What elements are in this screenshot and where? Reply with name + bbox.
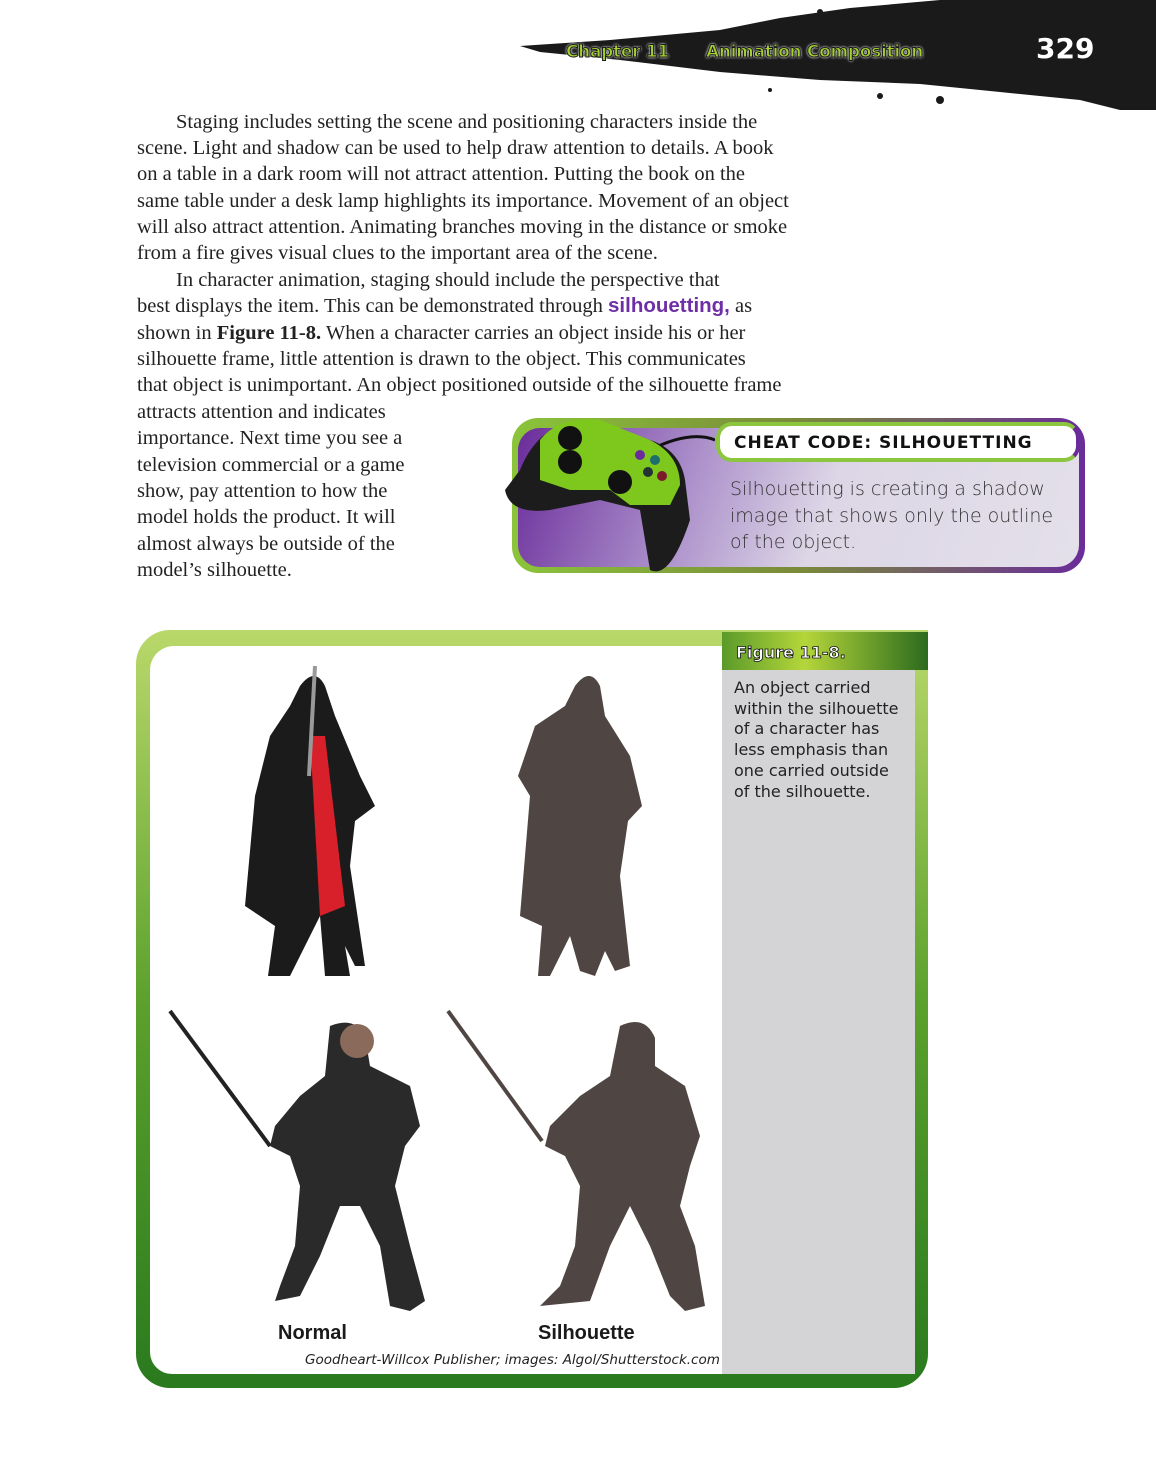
figure-caption: An object carried within the silhouette of a character has less emphasis than one carried outside of the silhouette. xyxy=(734,678,899,801)
text: shown in xyxy=(137,322,217,344)
body-line: on a table in a dark room will not attract attention. Putting the book on the xyxy=(137,163,746,185)
knight-armored-normal-image xyxy=(170,1011,425,1311)
body-line xyxy=(137,320,745,346)
figure-11-8 xyxy=(136,630,928,1388)
knight-robed-silhouette xyxy=(518,676,642,976)
body-line: from a fire gives visual clues to the important area of the scene. xyxy=(137,242,658,264)
cheat-code-title: CHEAT CODE: SILHOUETTING xyxy=(734,433,1033,453)
figure-image-area xyxy=(150,646,722,1374)
label-normal: Normal xyxy=(278,1322,347,1344)
body-line: Staging includes setting the scene and positioning characters inside the xyxy=(176,111,758,133)
figure-reference: Figure 11-8. xyxy=(216,322,322,344)
knight-armored-silhouette xyxy=(448,1011,705,1311)
cheat-code-title-bar xyxy=(716,422,1080,462)
body-line: model holds the product. It will xyxy=(137,506,396,528)
body-line: In character animation, staging should include the perspective that xyxy=(176,269,720,291)
text: best displays the item. This can be demonstrated through xyxy=(137,295,609,317)
game-controller-icon xyxy=(500,410,715,580)
cheat-code-text: Silhouetting is creating a shadow image that shows only the outline of the object. xyxy=(730,478,1054,553)
body-line: show, pay attention to how the xyxy=(137,480,388,502)
key-term-silhouetting: silhouetting, xyxy=(608,294,730,317)
body-line: attracts attention and indicates xyxy=(137,401,386,423)
text: as xyxy=(729,295,753,317)
body-line: scene. Light and shadow can be used to help draw attention to details. A book xyxy=(137,137,774,159)
label-silhouette: Silhouette xyxy=(538,1322,635,1344)
body-line: that object is unimportant. An object positioned outside of the silhouette frame xyxy=(137,374,782,396)
figure-label: Figure 11-8. xyxy=(736,643,846,662)
body-line: almost always be outside of the xyxy=(137,533,395,555)
image-credit: Goodheart-Willcox Publisher; images: Algol/Shutterstock.com xyxy=(305,1352,720,1368)
figure-illustration xyxy=(150,646,722,1346)
body-line xyxy=(137,293,752,319)
body-line: model’s silhouette. xyxy=(137,559,292,581)
body-line: television commercial or a game xyxy=(137,454,405,476)
page-number: 329 xyxy=(1036,32,1095,65)
body-line: silhouette frame, little attention is drawn to the object. This communicates xyxy=(137,348,746,370)
knight-robed-normal-image xyxy=(245,666,375,976)
text: When a character carries an object inside his or her xyxy=(321,322,746,344)
body-line: will also attract attention. Animating branches moving in the distance or smoke xyxy=(137,216,788,238)
chapter-title: Animation Composition xyxy=(706,42,924,62)
figure-label-bar xyxy=(722,632,928,670)
body-line: importance. Next time you see a xyxy=(137,427,403,449)
body-line: same table under a desk lamp highlights its importance. Movement of an object xyxy=(137,190,789,212)
chapter-number: Chapter 11 xyxy=(566,42,669,62)
